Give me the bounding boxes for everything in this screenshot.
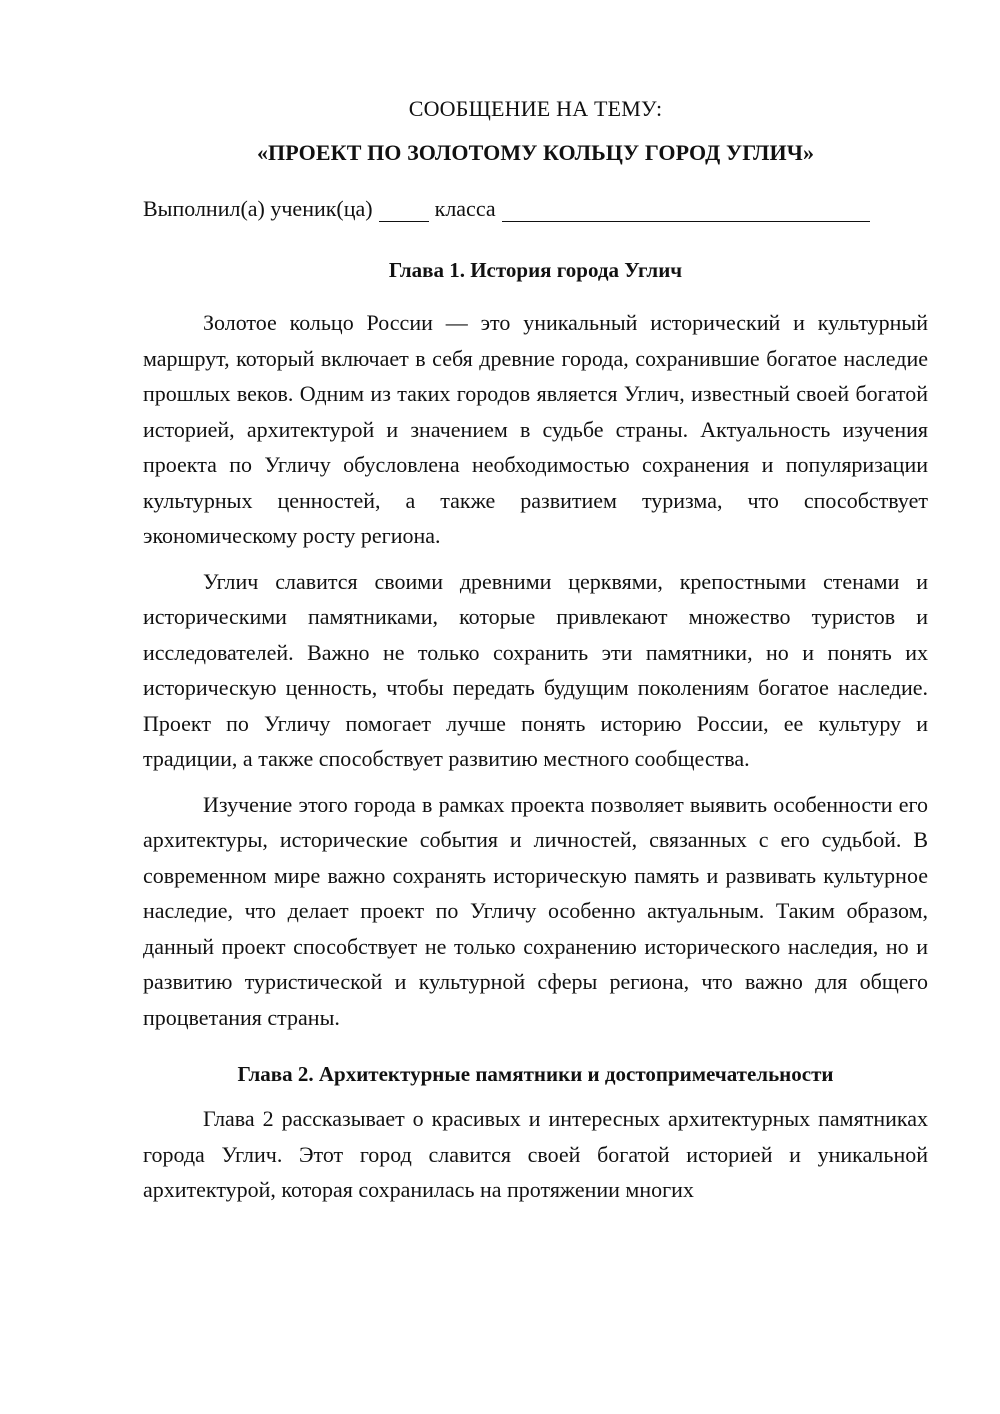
chapter1-paragraph-3: Изучение этого города в рамках проекта позволяет выявить особенности его архитектуры, исторические события и личностей, связанных с его судьбой. В современном мире важно сохранять историческую память и развивать культурное наследие, что делает проект по Угличу особенно актуальным. Таким образом, данный проект способствует не только сохранению исторического наследия, но и развитию туристической и культурной сферы региона, что важно для общего процветания страны. <box>143 791 928 1030</box>
chapter1-paragraph-1: Золотое кольцо России — это уникальный исторический и культурный маршрут, который включает в себя древние города, сохранившие богатое наследие прошлых веков. Одним из таких городов является Углич, известный своей богатой историей, архитектурой и значением в судьбе страны. Актуальность изучения проекта по Угличу обусловлена необходимостью сохранения и популяризации культурных ценностей, а также развитием туризма, что способствует экономическому росту региона. <box>143 310 928 548</box>
document-page <box>143 88 928 1208</box>
grade-blank-field[interactable] <box>379 201 429 222</box>
signature-line <box>143 196 928 222</box>
class-label: класса <box>434 196 496 221</box>
chapter2-paragraph-1: Глава 2 рассказывает о красивых и интересных архитектурных памятниках города Углич. Этот город славится своей богатой историей и уникальной архитектурой, которая сохранилась на протяжении многих <box>143 1106 928 1202</box>
document-heading-title: «ПРОЕКТ ПО ЗОЛОТОМУ КОЛЬЦУ ГОРОД УГЛИЧ» <box>256 140 815 165</box>
name-blank-field[interactable] <box>502 201 870 222</box>
chapter2-title: Глава 2. Архитектурные памятники и достопримечательности <box>237 1062 834 1086</box>
chapter1-paragraph-2: Углич славится своими древними церквями, крепостными стенами и историческими памятниками, которые привлекают множество туристов и исследователей. Важно не только сохранить эти памятники, но и понять их историческую ценность, чтобы передать будущим поколениям богатое наследие. Проект по Угличу помогает лучше понять историю России, ее культуру и традиции, а также способствует развитию местного сообщества. <box>143 568 928 771</box>
performed-by-label: Выполнил(а) ученик(ца) <box>143 196 373 221</box>
chapter1-title: Глава 1. История города Углич <box>388 258 683 282</box>
document-heading-line1: СООБЩЕНИЕ НА ТЕМУ: <box>408 96 663 121</box>
